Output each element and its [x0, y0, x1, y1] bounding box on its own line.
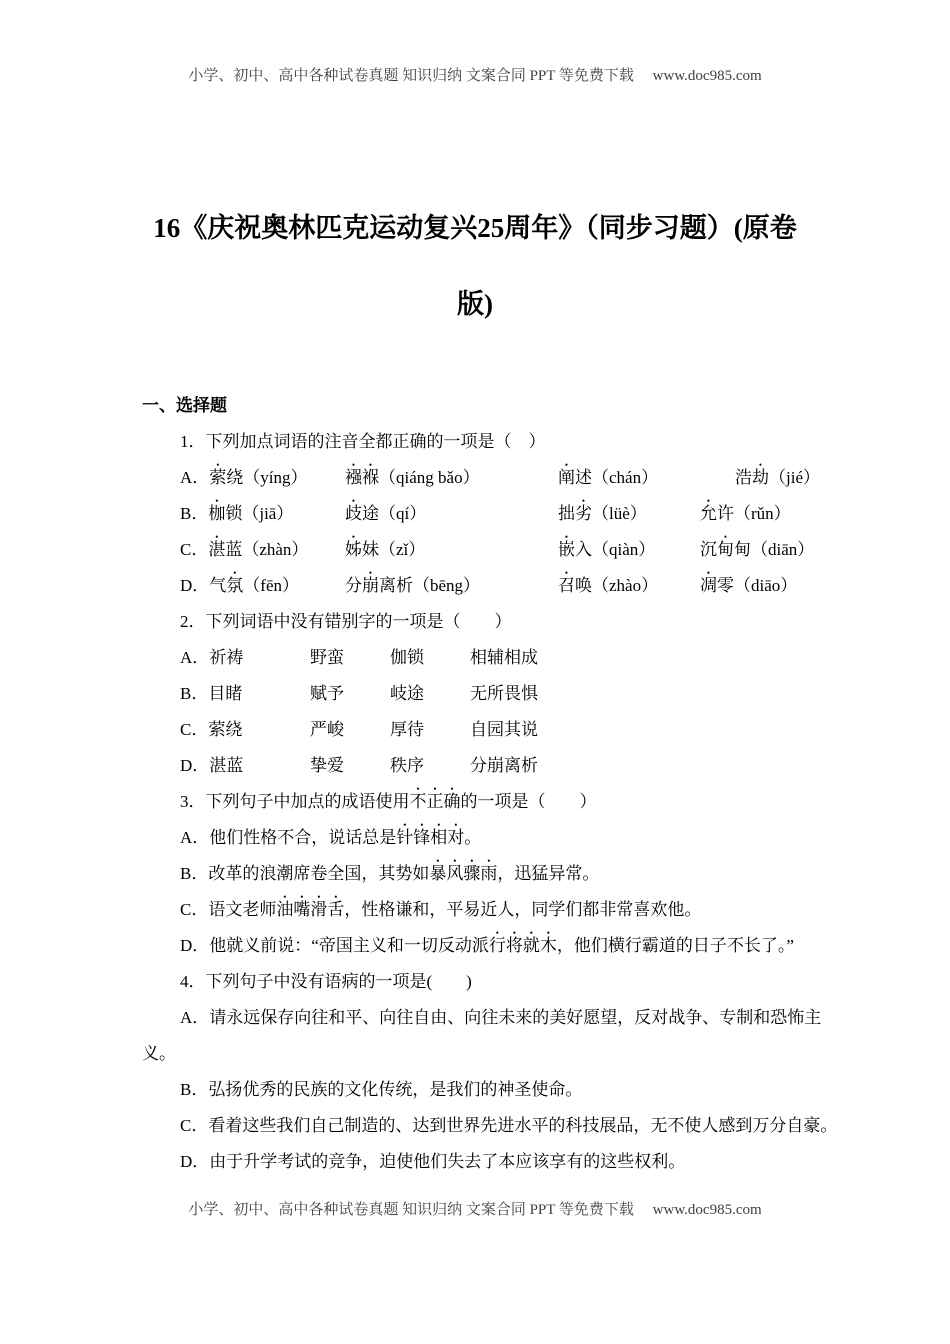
document-body	[142, 388, 912, 1180]
q4-stem	[142, 964, 912, 1000]
emphasized-text: 允	[700, 504, 717, 523]
option-column	[390, 676, 424, 712]
text-segment: 4．下列句子中没有语病的一项是( )	[180, 972, 472, 991]
option-column	[390, 640, 424, 676]
text-segment: 途（qí）	[362, 504, 427, 523]
emphasized-text: 劣	[575, 504, 592, 523]
text-segment: 赋予	[310, 684, 344, 703]
option-column	[180, 568, 299, 604]
text-segment: 拙	[558, 504, 575, 523]
option-column	[700, 568, 797, 604]
emphasized-text: 嵌	[558, 540, 575, 559]
text-segment: C．萦绕	[180, 720, 243, 739]
text-segment: 蓝（zhàn）	[225, 540, 309, 559]
text-segment: 气	[209, 576, 227, 595]
option-column	[345, 496, 426, 532]
header-note: 小学、初中、高中各种试卷真题 知识归纳 文案合同 PPT 等免费下载 www.doc985.com	[188, 68, 762, 84]
q1-option-a	[142, 460, 912, 496]
q4-option-c	[142, 1108, 912, 1144]
text-segment: 3．下列句子中加点的成语使用	[180, 792, 410, 811]
text-segment: 相辅相成	[470, 648, 538, 667]
text-segment: 许（rǔn）	[717, 504, 791, 523]
text-segment: B．	[180, 504, 209, 523]
text-segment: 的一项是（ ）	[460, 792, 597, 811]
text-segment: A．	[180, 468, 210, 487]
option-column	[180, 712, 242, 748]
emphasized-text: 襁褓	[345, 468, 379, 487]
text-segment: 义。	[142, 1044, 176, 1063]
q3-option-d	[142, 928, 912, 964]
q4-option-a-continued	[142, 1036, 912, 1072]
text-segment: 甸（diān）	[734, 540, 815, 559]
option-column	[180, 460, 308, 496]
emphasized-text: 劫	[752, 468, 769, 487]
text-segment: D．湛蓝	[180, 756, 244, 775]
text-segment: （jié）	[769, 468, 820, 487]
option-column	[470, 640, 538, 676]
option-column	[390, 712, 424, 748]
text-segment: 分	[345, 576, 362, 595]
option-column	[700, 496, 791, 532]
text-segment: 2．下列词语中没有错别字的一项是（ ）	[180, 612, 512, 631]
option-column	[345, 532, 425, 568]
text-segment: 野蛮	[310, 648, 344, 667]
text-segment: C．看着这些我们自己制造的、达到世界先进水平的科技展品，无不使人感到万分自豪。	[180, 1116, 838, 1135]
text-segment: 零（diāo）	[717, 576, 798, 595]
text-segment: D．他就义前说：“帝国主义和一切反动派	[180, 936, 489, 955]
text-segment: D．	[180, 576, 210, 595]
title-line-1: 16《庆祝奥林匹克运动复兴25周年》（同步习题）(原卷	[153, 213, 797, 243]
q4-option-a	[142, 1000, 912, 1036]
text-segment: 离析（bēng）	[379, 576, 481, 595]
q1-option-d	[142, 568, 912, 604]
option-column	[735, 460, 820, 496]
text-segment: ，他们横行霸道的日子不长了。”	[556, 936, 794, 955]
option-column	[558, 532, 655, 568]
option-column	[470, 712, 538, 748]
option-column	[310, 640, 344, 676]
option-column	[310, 712, 344, 748]
text-segment: 1．下列加点词语的注音全都正确的一项是（ ）	[180, 432, 546, 451]
text-segment: （fēn）	[243, 576, 299, 595]
title-line-2: 版)	[457, 289, 493, 319]
footer-note: 小学、初中、高中各种试卷真题 知识归纳 文案合同 PPT 等免费下载 www.doc985.com	[188, 1202, 762, 1218]
emphasized-text: 萦	[209, 468, 227, 487]
option-column	[180, 676, 242, 712]
text-segment: 挚爱	[310, 756, 344, 775]
section-heading: 一、选择题	[142, 396, 227, 415]
q1-option-c	[142, 532, 912, 568]
emphasized-text: 氛	[226, 576, 244, 595]
text-segment: 浩	[735, 468, 752, 487]
text-segment: 伽锁	[390, 648, 424, 667]
option-column	[558, 496, 647, 532]
emphasized-text: 歧	[345, 504, 362, 523]
text-segment: 入（qiàn）	[575, 540, 656, 559]
text-segment: A．祈祷	[180, 648, 244, 667]
q2-option-b	[142, 676, 912, 712]
q3-stem	[142, 784, 912, 820]
option-column	[345, 568, 480, 604]
q1-stem	[142, 424, 912, 460]
q1-option-b	[142, 496, 912, 532]
text-segment: 无所畏惧	[470, 684, 538, 703]
option-column	[470, 676, 538, 712]
emphasized-text: 枷	[208, 504, 226, 523]
emphasized-text: 暴风骤雨	[429, 864, 498, 883]
option-column	[700, 532, 814, 568]
text-segment: 沉	[700, 540, 717, 559]
emphasized-text: 姊	[345, 540, 362, 559]
option-column	[310, 748, 344, 784]
q4-option-d	[142, 1144, 912, 1180]
emphasized-text: 甸	[717, 540, 734, 559]
text-segment: C．	[180, 540, 209, 559]
emphasized-text: 湛	[208, 540, 226, 559]
emphasized-text: 油嘴滑舌	[276, 900, 345, 919]
text-segment: 岐途	[390, 684, 424, 703]
text-segment: A．请永远保存向往和平、向往自由、向往未来的美好愿望，反对战争、专制和恐怖主	[180, 1008, 822, 1027]
text-segment: 自园其说	[470, 720, 538, 739]
emphasized-text: 行将就木	[488, 936, 557, 955]
option-column	[345, 460, 480, 496]
text-segment: ，迅猛异常。	[497, 864, 600, 883]
document-lines	[142, 424, 912, 1180]
q2-stem	[142, 604, 912, 640]
q2-option-a	[142, 640, 912, 676]
text-segment: 严峻	[310, 720, 344, 739]
option-column	[470, 748, 538, 784]
option-column	[180, 748, 243, 784]
option-column	[558, 460, 658, 496]
q3-option-a	[142, 820, 912, 856]
text-segment: （qiáng bǎo）	[379, 468, 480, 487]
text-segment: B．目睹	[180, 684, 243, 703]
option-column	[180, 496, 293, 532]
text-segment: 锁（jiā）	[225, 504, 294, 523]
text-segment: 述（chán）	[575, 468, 659, 487]
emphasized-text: 针锋相对	[396, 828, 465, 847]
text-segment: 妹（zǐ）	[362, 540, 426, 559]
text-segment: C．语文老师	[180, 900, 277, 919]
emphasized-text: 凋	[700, 576, 717, 595]
text-segment: ，性格谦和，平易近人，同学们都非常喜欢他。	[344, 900, 702, 919]
q2-option-d	[142, 748, 912, 784]
option-column	[310, 676, 344, 712]
emphasized-text: 阐	[558, 468, 575, 487]
text-segment: A．他们性格不合，说话总是	[180, 828, 397, 847]
q2-option-c	[142, 712, 912, 748]
option-column	[180, 640, 243, 676]
text-segment: 秩序	[390, 756, 424, 775]
text-segment: 厚待	[390, 720, 424, 739]
q3-option-c	[142, 892, 912, 928]
emphasized-text: 召	[558, 576, 575, 595]
text-segment: 绕（yíng）	[226, 468, 308, 487]
text-segment: 唤（zhào）	[575, 576, 659, 595]
emphasized-text: 不正确	[409, 792, 461, 811]
emphasized-text: 崩	[362, 576, 379, 595]
option-column	[180, 532, 308, 568]
text-segment: （lüè）	[592, 504, 647, 523]
option-column	[558, 568, 658, 604]
q4-option-b	[142, 1072, 912, 1108]
text-segment: 。	[464, 828, 482, 847]
text-segment: B．改革的浪潮席卷全国，其势如	[180, 864, 430, 883]
option-column	[390, 748, 424, 784]
q3-option-b	[142, 856, 912, 892]
text-segment: B．弘扬优秀的民族的文化传统，是我们的神圣使命。	[180, 1080, 583, 1099]
text-segment: 分崩离析	[470, 756, 538, 775]
text-segment: D．由于升学考试的竞争，迫使他们失去了本应该享有的这些权利。	[180, 1152, 686, 1171]
